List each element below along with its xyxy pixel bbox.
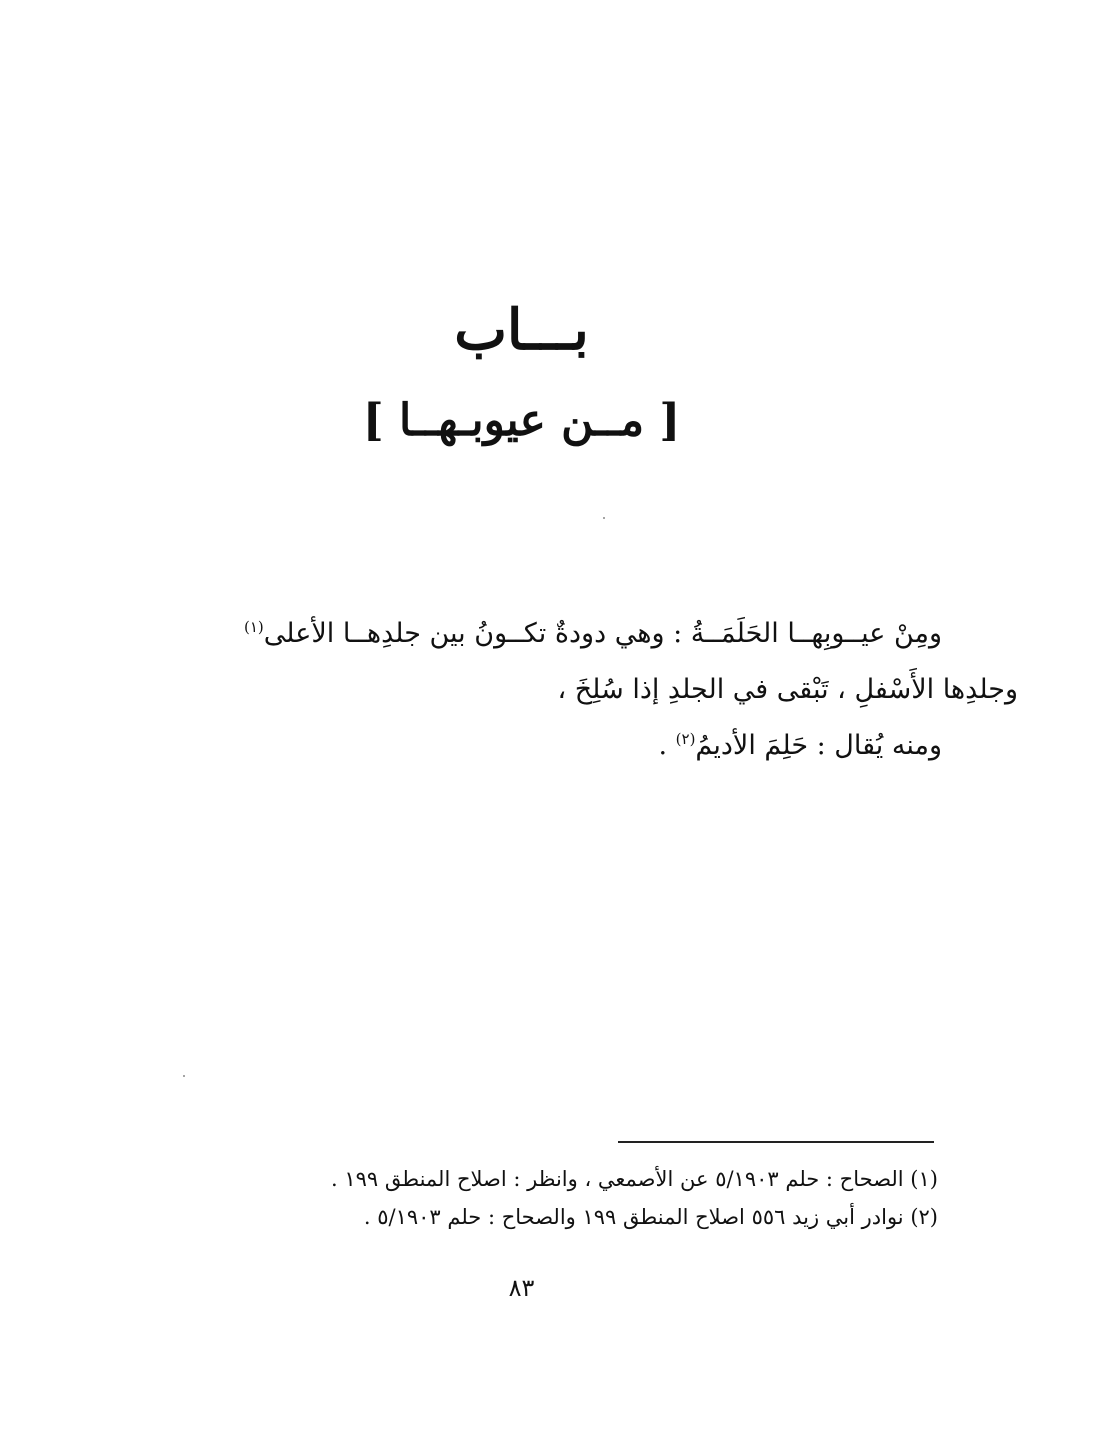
- footnote-ref-2: (٢): [675, 730, 696, 748]
- chapter-subtitle: [ مــن عيوبـهــا ]: [362, 395, 681, 446]
- body-paragraph: [122, 606, 1018, 774]
- body-line-3: [122, 718, 942, 774]
- footnote-divider: [618, 1141, 934, 1143]
- body-line-2: وجلدِها الأَسْفلِ ، تَبْقى في الجلدِ إذا سُلِخَ ،: [557, 674, 1018, 705]
- body-line-1: [122, 606, 942, 662]
- footnote-2: (٢) نوادر أبي زيد ٥٥٦ اصلاح المنطق ١٩٩ والصحاح : حلم ٥/١٩٠٣ .: [363, 1205, 938, 1229]
- body-line-3-text: ومنه يُقال : حَلِمَ الأديمُ: [695, 730, 942, 761]
- body-line-1-text: ومِنْ عيــوبِهــا الحَلَمَــةُ : وهي دودةٌ تكــونُ بين جلدِهــا الأعلى: [263, 618, 942, 649]
- body-line-3-end: .: [658, 730, 676, 761]
- scan-speck: [183, 1075, 185, 1077]
- footnote-ref-1: (١): [244, 618, 264, 636]
- footnotes: [178, 1160, 938, 1236]
- page-number: ٨٣: [508, 1274, 535, 1302]
- chapter-heading: بـــاب: [454, 297, 589, 363]
- scan-speck: [603, 517, 605, 519]
- footnote-1: (١) الصحاح : حلم ٥/١٩٠٣ عن الأصمعي ، وانظر : اصلاح المنطق ١٩٩ .: [330, 1167, 938, 1191]
